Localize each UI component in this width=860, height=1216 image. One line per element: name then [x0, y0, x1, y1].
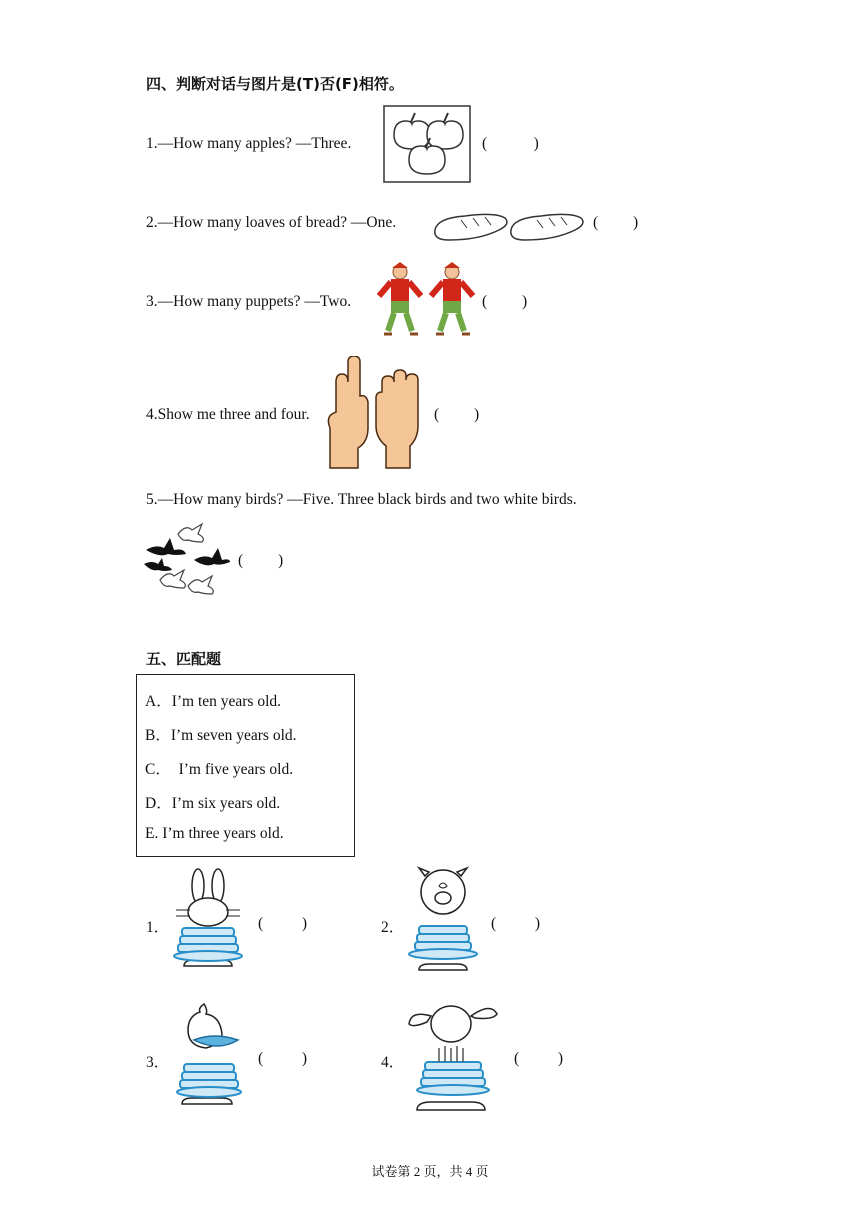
two-puppets-picture [372, 262, 476, 340]
option-d: D．I’m six years old. [145, 795, 281, 812]
match-paren-2[interactable]: ( ) [491, 915, 541, 932]
match-paren-4[interactable]: ( ) [514, 1050, 564, 1067]
match-2-number: 2． [381, 919, 405, 936]
question-5-text: 5.—How many birds? —Five. Three black birds and two white birds. [146, 491, 577, 508]
section-4-title: 四、判断对话与图片是(T)否(F)相符。 [146, 75, 404, 93]
match-4-number: 4． [381, 1054, 405, 1071]
page-footer: 试卷第 2 页，共 4 页 [371, 1164, 489, 1179]
answer-paren-4[interactable]: ( ) [434, 406, 480, 423]
three-apples-picture [383, 105, 471, 183]
duck-with-birthday-cake-picture [174, 1000, 246, 1110]
pig-with-birthday-cake-picture [405, 866, 481, 978]
answer-paren-5[interactable]: ( ) [238, 552, 284, 569]
match-paren-1[interactable]: ( ) [258, 915, 308, 932]
hands-showing-numbers-picture [322, 356, 430, 470]
option-b: B．I’m seven years old. [145, 727, 297, 744]
answer-paren-3[interactable]: ( ) [482, 293, 528, 310]
option-e: E. I’m three years old. [145, 825, 284, 842]
question-3-text: 3.—How many puppets? —Two. [146, 293, 352, 310]
birds-picture [142, 520, 232, 602]
match-paren-3[interactable]: ( ) [258, 1050, 308, 1067]
question-2-text: 2.—How many loaves of bread? —One. [146, 214, 397, 231]
section-5-title: 五、匹配题 [146, 650, 222, 668]
question-4-text: 4.Show me three and four. [146, 406, 310, 423]
two-loaves-of-bread-picture [431, 208, 587, 244]
dog-with-birthday-cake-picture [405, 996, 501, 1118]
bunny-with-birthday-cake-picture [170, 866, 246, 974]
option-c: C． I’m five years old. [145, 761, 294, 778]
match-1-number: 1． [146, 919, 170, 936]
question-1-text: 1.—How many apples? —Three. [146, 135, 352, 152]
option-a: A．I’m ten years old. [145, 693, 282, 710]
match-3-number: 3． [146, 1054, 170, 1071]
options-box [136, 674, 355, 857]
answer-paren-1[interactable]: ( ) [482, 135, 539, 152]
answer-paren-2[interactable]: ( ) [593, 214, 639, 231]
